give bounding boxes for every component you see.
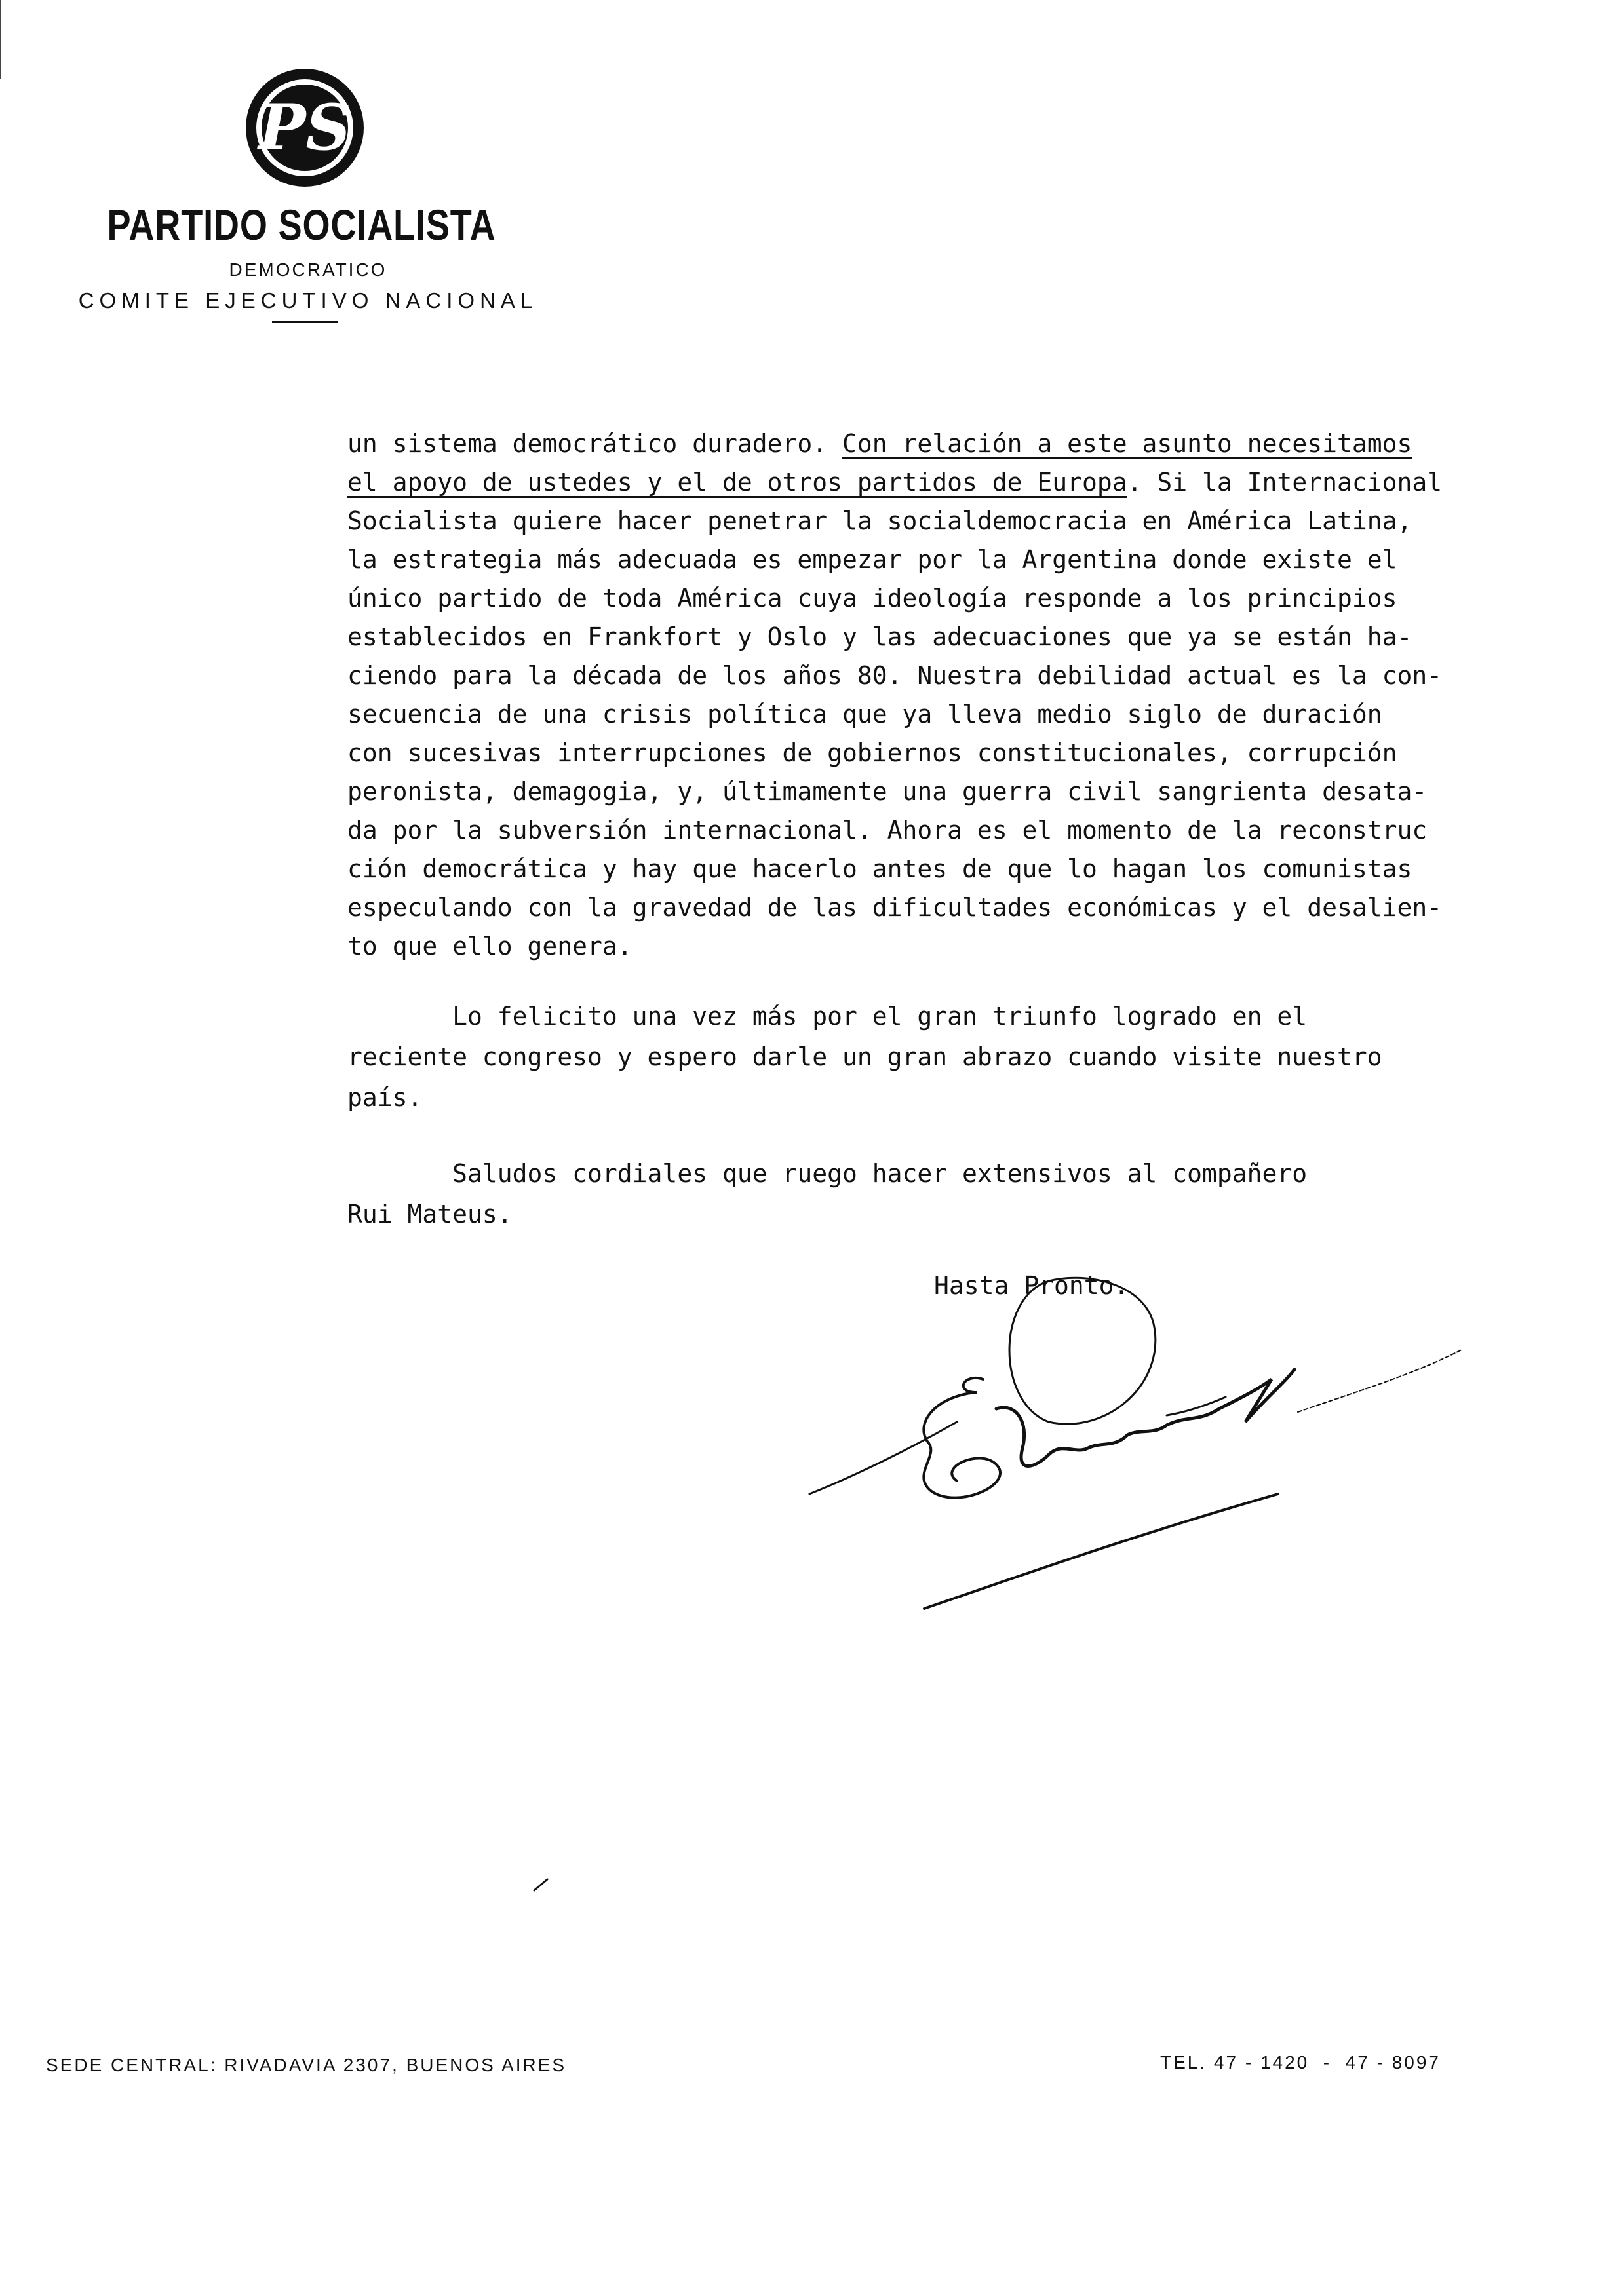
- letter-line: [347, 618, 1615, 657]
- letter-line: [347, 463, 1615, 502]
- letter-line: [347, 927, 1615, 966]
- letter-line: [347, 850, 1615, 889]
- letter-line: [347, 889, 1615, 927]
- letter-line: [347, 773, 1615, 811]
- letter-text: establecidos en Frankfort y Oslo y las adecuaciones que ya se están ha-: [347, 622, 1412, 651]
- paragraph-line: país.: [347, 1083, 423, 1112]
- letter-text: . Si la Internacional: [1127, 468, 1443, 497]
- letter-line: [347, 579, 1615, 618]
- paragraph-line: Saludos cordiales que ruego hacer extensivos al compañero: [347, 1159, 1308, 1188]
- letter-text: la estrategia más adecuada es empezar por la Argentina donde existe el: [347, 545, 1397, 574]
- paragraph-line: Rui Mateus.: [347, 1200, 513, 1229]
- paragraph-greetings: [347, 1153, 1307, 1234]
- letter-text: to que ello genera.: [347, 932, 632, 961]
- letter-line: [347, 541, 1615, 579]
- letter-text: peronista, demagogia, y, últimamente una guerra civil sangrienta desata-: [347, 777, 1428, 806]
- committee-name: COMITE EJECUTIVO NACIONAL: [78, 288, 538, 313]
- underlined-text: el apoyo de ustedes y el de otros partidos de Europa: [347, 468, 1127, 497]
- party-name: PARTIDO SOCIALISTA: [107, 201, 496, 249]
- logo-letters: PS: [258, 90, 351, 164]
- letter-line: [347, 734, 1615, 773]
- party-subtitle: DEMOCRATICO: [229, 259, 387, 280]
- underlined-text: Con relación a este asunto necesitamos: [842, 429, 1412, 458]
- footer-phone: TEL. 47 - 1420 - 47 - 8097: [1160, 2052, 1441, 2073]
- header-rule: [272, 321, 338, 323]
- letter-text: ciendo para la década de los años 80. Nuestra debilidad actual es la con-: [347, 661, 1443, 690]
- footer-address: SEDE CENTRAL: RIVADAVIA 2307, BUENOS AIRES: [46, 2055, 567, 2075]
- letter-text: secuencia de una crisis política que ya lleva medio siglo de duración: [347, 700, 1382, 729]
- letter-text: un sistema democrático duradero.: [347, 429, 842, 458]
- letter-line: [347, 811, 1615, 850]
- letter-text: especulando con la gravedad de las dificultades económicas y el desalien-: [347, 893, 1443, 922]
- paragraph-line: Lo felicito una vez más por el gran triunfo logrado en el: [347, 1002, 1308, 1031]
- letter-line: [347, 695, 1615, 734]
- letter-text: único partido de toda América cuya ideología responde a los principios: [347, 584, 1397, 613]
- letter-text: con sucesivas interrupciones de gobiernos constitucionales, corrupción: [347, 738, 1397, 767]
- paragraph-congratulations: [347, 996, 1382, 1118]
- letter-line: [347, 425, 1615, 463]
- letter-line: [347, 657, 1615, 695]
- letter-body: [347, 425, 1615, 966]
- stray-pen-mark: [531, 1874, 551, 1894]
- page-edge-mark: [0, 0, 5, 79]
- paragraph-line: reciente congreso y espero darle un gran abrazo cuando visite nuestro: [347, 1043, 1382, 1071]
- closing-phrase: Hasta Pronto.: [934, 1271, 1129, 1300]
- letter-text: Socialista quiere hacer penetrar la socialdemocracia en América Latina,: [347, 507, 1412, 535]
- letter-text: da por la subversión internacional. Ahora es el momento de la reconstruc: [347, 816, 1428, 845]
- party-logo: [243, 66, 367, 190]
- handwritten-signature: [800, 1258, 1481, 1625]
- letter-line: [347, 502, 1615, 541]
- letter-text: ción democrática y hay que hacerlo antes de que lo hagan los comunistas: [347, 854, 1412, 883]
